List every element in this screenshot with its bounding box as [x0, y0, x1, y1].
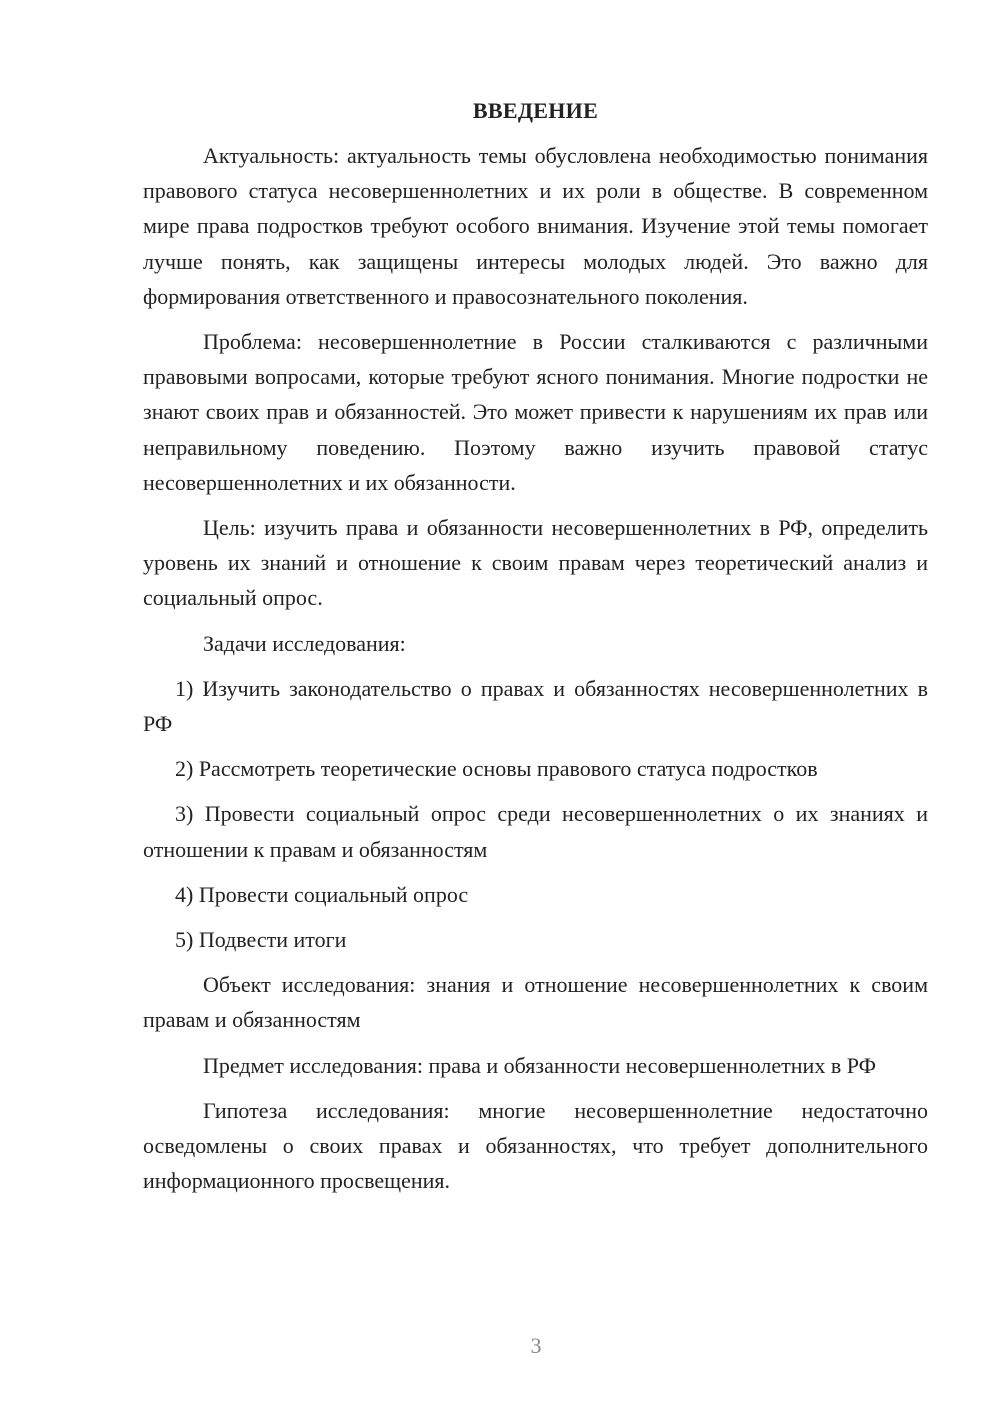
- document-page: [143, 96, 928, 1208]
- paragraph-problem: Проблема: несовершеннолетние в России сталкиваются с различными правовыми вопросами, которые требуют ясного понимания. Многие подростки не знают своих прав и обязанностей. Это может привести к нарушениям их прав или неправильному поведению. Поэтому важно изучить правовой статус несовершеннолетних и их обязанности.: [143, 329, 928, 495]
- paragraph-goal: Цель: изучить права и обязанности несовершеннолетних в РФ, определить уровень их знаний и отношение к своим правам через теоретический анализ и социальный опрос.: [143, 515, 928, 611]
- list-item: 1) Изучить законодательство о правах и обязанностях несовершеннолетних в РФ: [143, 675, 928, 737]
- document-title: ВВЕДЕНИЕ: [472, 98, 599, 123]
- list-item: 4) Провести социальный опрос: [175, 881, 469, 907]
- list-item: 5) Подвести итоги: [175, 927, 347, 953]
- page-number: 3: [530, 1333, 542, 1358]
- paragraph-hypothesis: Гипотеза исследования: многие несовершеннолетние недостаточно осведомлены о своих правах и обязанностях, что требует дополнительного информационного просвещения.: [143, 1097, 928, 1194]
- tasks-list: [143, 671, 928, 957]
- paragraph-object: Объект исследования: знания и отношение несовершеннолетних к своим правам и обязанностям: [143, 972, 928, 1033]
- tasks-heading: Задачи исследования:: [203, 630, 406, 656]
- list-item: 3) Провести социальный опрос среди несовершеннолетних о их знаниях и отношении к правам и обязанностям: [143, 801, 928, 862]
- paragraph-subject: Предмет исследования: права и обязанности несовершеннолетних в РФ: [203, 1052, 876, 1078]
- list-item: 2) Рассмотреть теоретические основы правового статуса подростков: [175, 756, 818, 782]
- paragraph-actuality: Актуальность: актуальность темы обусловлена необходимостью понимания правового статуса несовершеннолетних и их роли в обществе. В современном мире права подростков требуют особого внимания. Изучение этой темы помогает лучше понять, как защищены интересы молодых людей. Это важно для формирования ответственного и правосознательного поколения.: [143, 143, 928, 309]
